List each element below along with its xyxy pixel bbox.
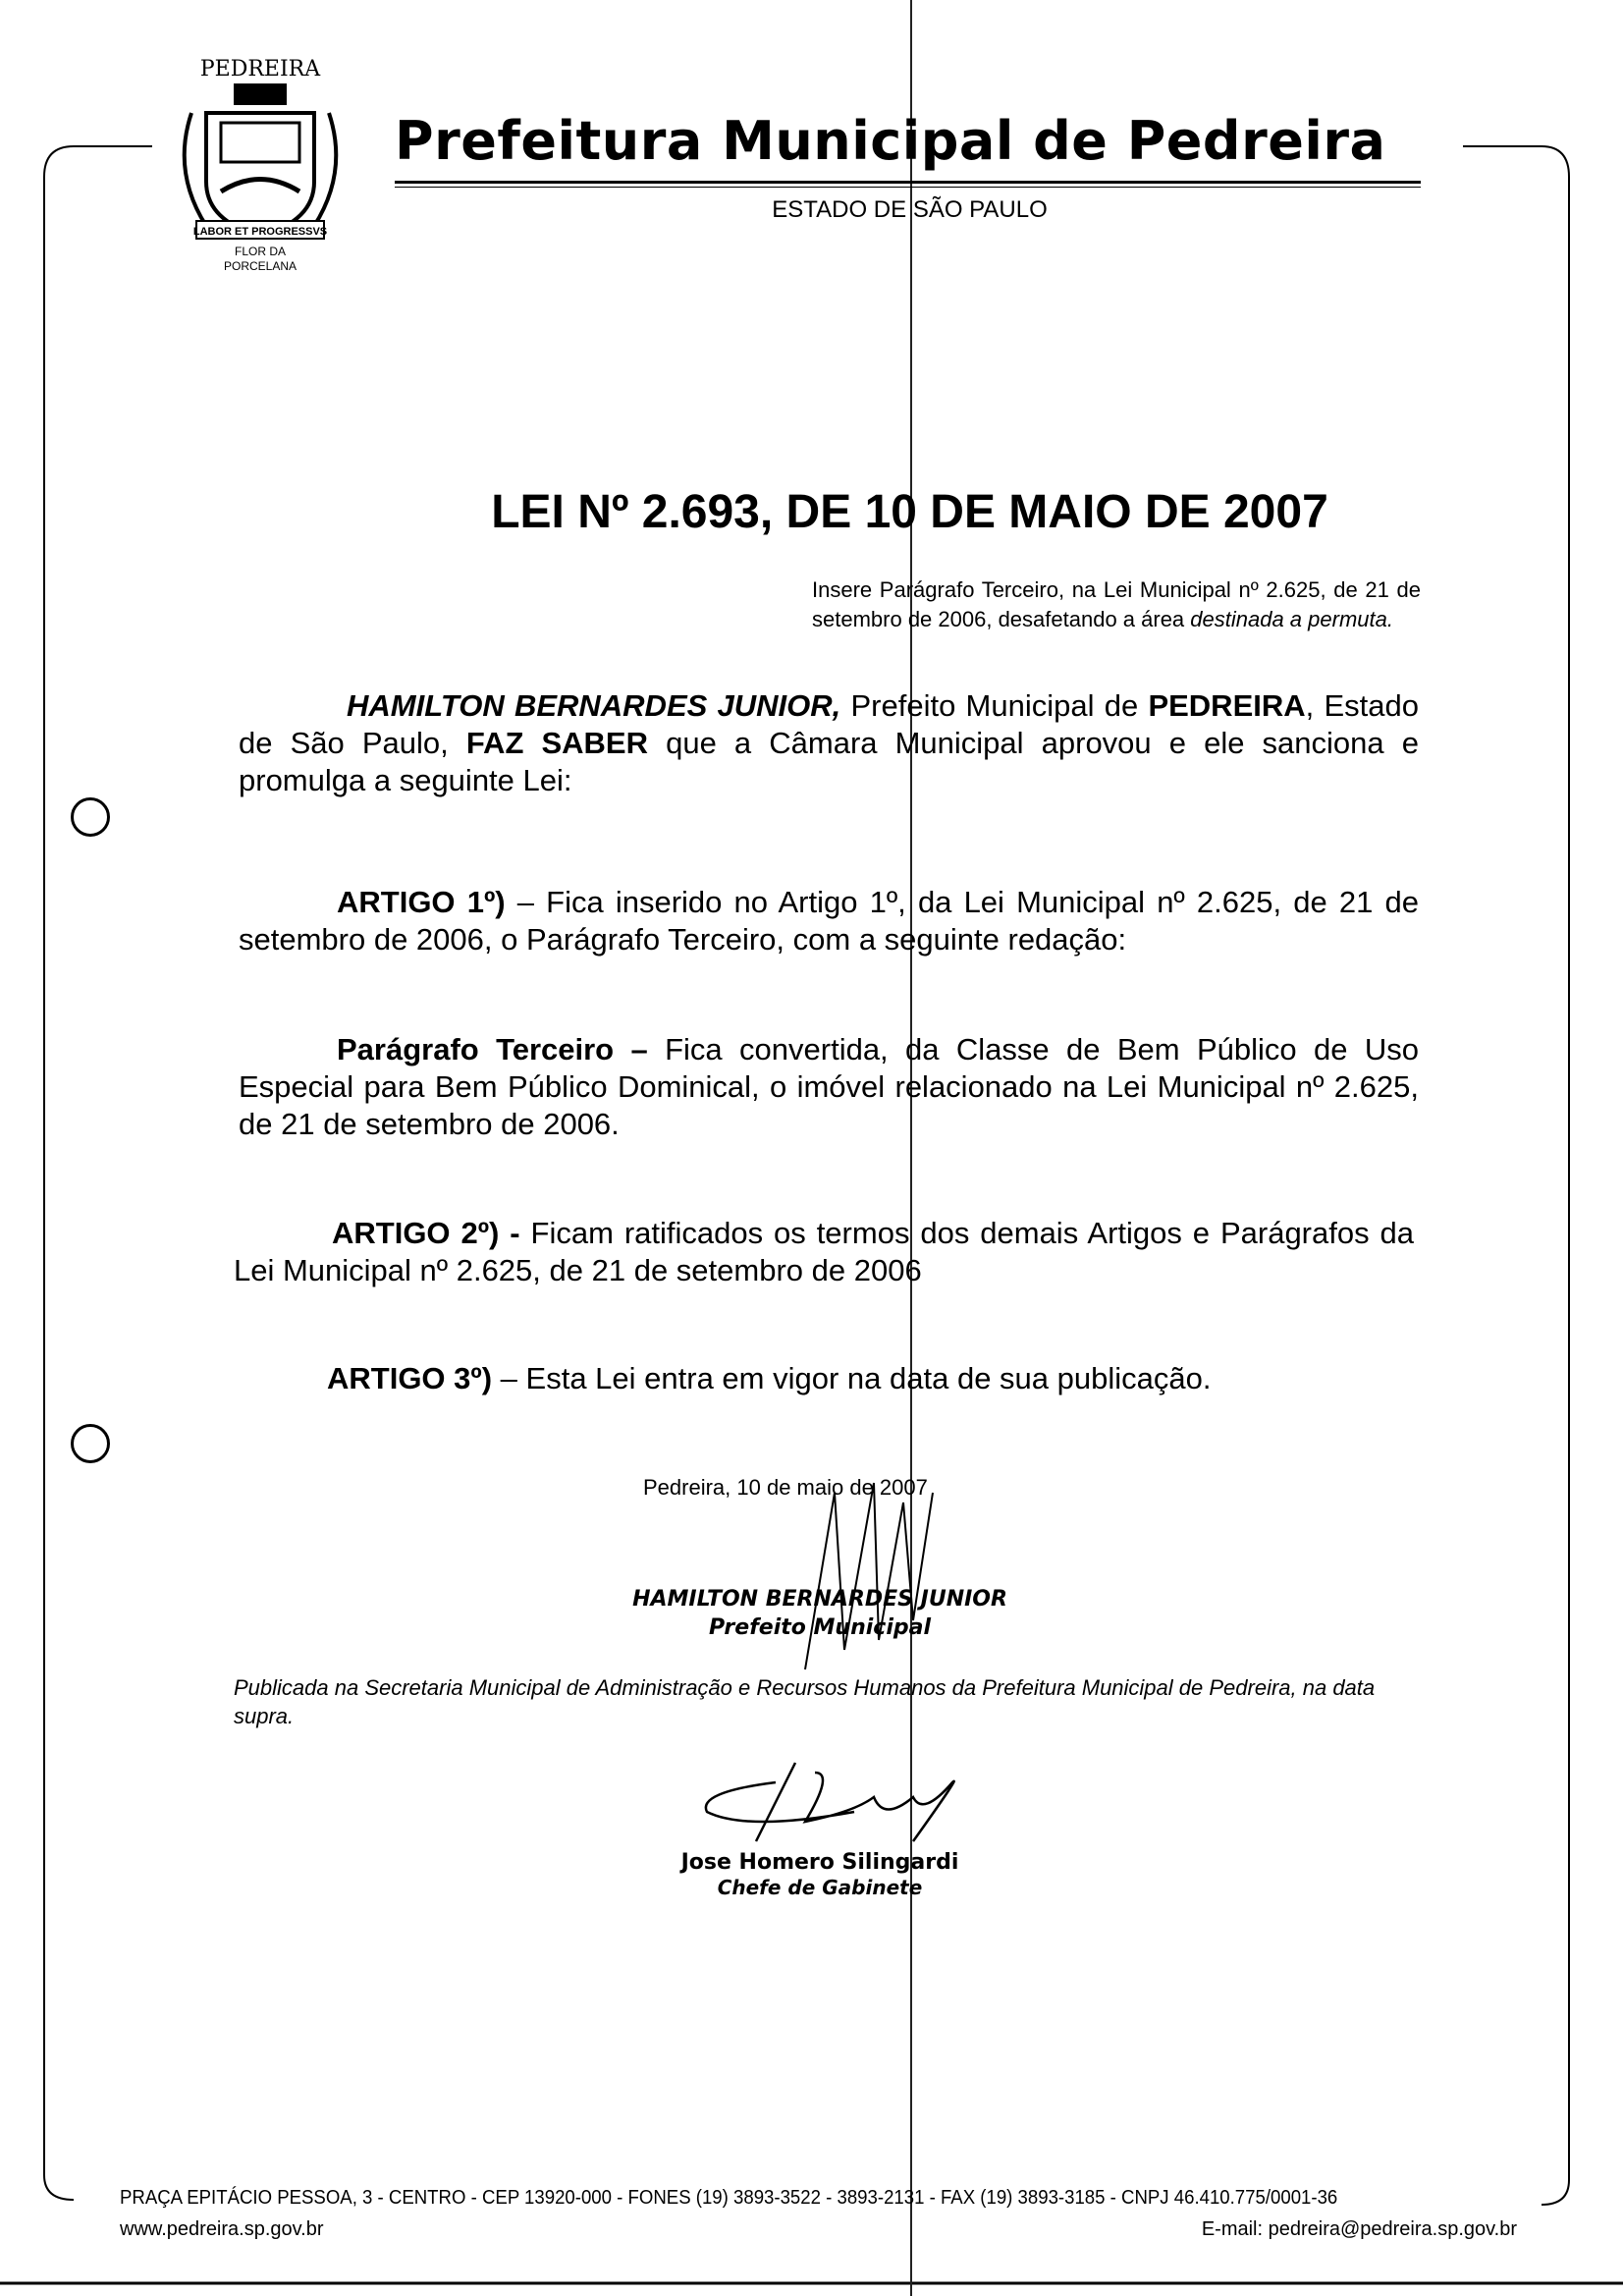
article-1: ARTIGO 1º) – Fica inserido no Artigo 1º, da Lei Municipal nº 2.625, de 21 de setembro de 2006, o Parágrafo Terceiro, com a seguinte redação: <box>239 885 1419 957</box>
footer-email[interactable]: E-mail: pedreira@pedreira.sp.gov.br <box>1201 2218 1517 2240</box>
punch-hole <box>71 1424 110 1463</box>
chief-name: Jose Homero Silingardi <box>680 1850 959 1875</box>
signing-date: Pedreira, 10 de maio de 2007 <box>643 1475 928 1500</box>
punch-hole <box>71 797 110 837</box>
svg-text:PEDREIRA: PEDREIRA <box>199 57 321 82</box>
chief-signature <box>687 1743 1011 1851</box>
law-abstract: Insere Parágrafo Terceiro, na Lei Municipal nº 2.625, de 21 de setembro de 2006, desafetando a área destinada a permuta. <box>812 577 1421 631</box>
coat-of-arms-logo <box>167 54 353 280</box>
chief-role: Chefe de Gabinete <box>717 1876 923 1899</box>
article-2: ARTIGO 2º) - Ficam ratificados os termos dos demais Artigos e Parágrafos da Lei Municipal nº 2.625, de 21 de setembro de 2006 <box>234 1216 1414 1287</box>
mayor-signature <box>766 1453 962 1689</box>
title-underline <box>395 181 1421 188</box>
scan-artifact-line <box>910 0 912 2296</box>
mayor-role: Prefeito Municipal <box>708 1615 931 1640</box>
footer-address: PRAÇA EPITÁCIO PESSOA, 3 - CENTRO - CEP 13920-000 - FONES (19) 3893-3522 - 3893-2131 - FAX (19) 3893-3185 - CNPJ 46.410.775/0001-36 <box>120 2187 1338 2209</box>
svg-text:LABOR ET PROGRESSVS: LABOR ET PROGRESSVS <box>192 226 328 238</box>
svg-text:FLOR DA: FLOR DA <box>234 245 287 258</box>
law-heading: LEI Nº 2.693, DE 10 DE MAIO DE 2007 <box>491 486 1328 538</box>
svg-text:PORCELANA: PORCELANA <box>223 259 298 273</box>
enactment-paragraph: HAMILTON BERNARDES JUNIOR, Prefeito Municipal de PEDREIRA, Estado de São Paulo, FAZ SABER que a Câmara Municipal aprovou e ele sanciona e promulga a seguinte Lei: <box>239 688 1419 797</box>
publication-note: Publicada na Secretaria Municipal de Administração e Recursos Humanos da Prefeitura Municipal de Pedreira, na data supra. <box>234 1675 1376 1728</box>
state-label: ESTADO DE SÃO PAULO <box>772 196 1048 223</box>
mayor-name: HAMILTON BERNARDES JUNIOR <box>632 1587 1007 1612</box>
footer-website[interactable]: www.pedreira.sp.gov.br <box>120 2218 324 2240</box>
article-3: ARTIGO 3º) – Esta Lei entra em vigor na data de sua publicação. <box>327 1361 1212 1395</box>
paragraph-third: Parágrafo Terceiro – Fica convertida, da Classe de Bem Público de Uso Especial para Bem Público Dominical, o imóvel relacionado na Lei Municipal nº 2.625, de 21 de setembro de 2006. <box>239 1032 1419 1141</box>
municipality-title: Prefeitura Municipal de Pedreira <box>395 110 1386 172</box>
